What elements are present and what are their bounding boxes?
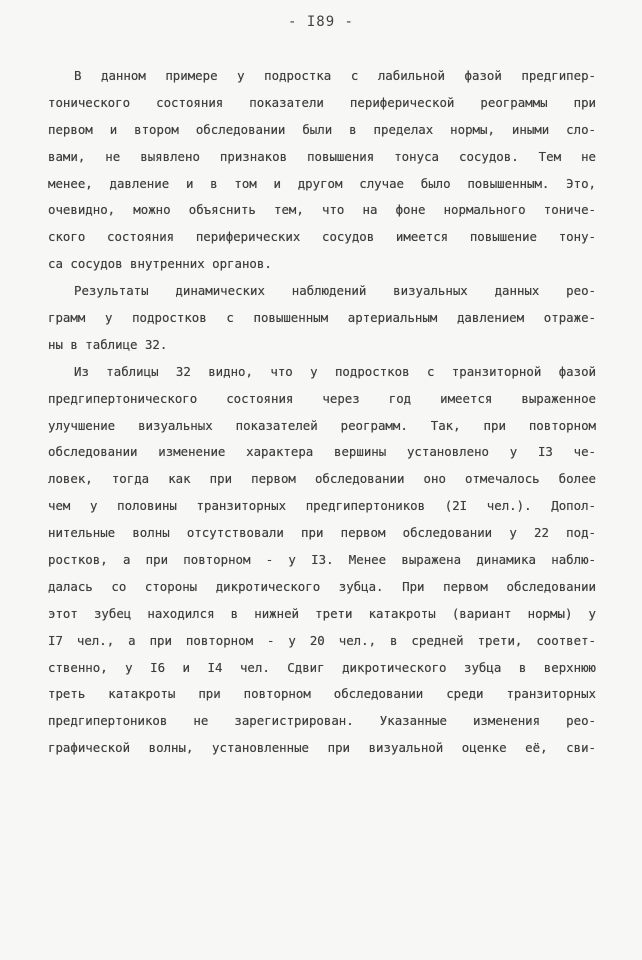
body-text [48, 63, 596, 762]
text-line: предгипертоников не зарегистрирован. Указанные изменения рео- [48, 713, 596, 729]
text-line: далась со стороны дикротического зубца. При первом обследовании [48, 578, 596, 594]
text-line: ского состояния периферических сосудов имеется повышение тону- [48, 229, 596, 245]
text-line: нительные волны отсутствовали при первом обследовании у 22 под- [48, 525, 596, 541]
text-line: чем у половины транзиторных предгипертоников (2I чел.). Допол- [48, 498, 596, 514]
text-line: менее, давление и в том и другом случае было повышенным. Это, [48, 175, 596, 191]
text-line: ны в таблице 32. [48, 336, 168, 352]
text-line: вами, не выявлено признаков повышения тонуса сосудов. Тем не [48, 148, 596, 164]
text-line: Результаты динамических наблюдений визуальных данных рео- [74, 283, 596, 299]
text-line: ростков, а при повторном - у I3. Менее выражена динамика наблю- [48, 552, 596, 568]
text-line: I7 чел., а при повторном - у 20 чел., в средней трети, соответ- [48, 632, 596, 648]
text-line: грамм у подростков с повышенным артериальным давлением отраже- [48, 310, 596, 326]
text-line: графической волны, установленные при визуальной оценке её, сви- [48, 740, 596, 756]
text-line: предгипертонического состояния через год имеется выраженное [48, 390, 596, 406]
text-line: Из таблицы 32 видно, что у подростков с транзиторной фазой [74, 363, 596, 379]
text-line: очевидно, можно объяснить тем, что на фоне нормального тониче- [48, 202, 596, 218]
text-line: обследовании изменение характера вершины установлено у I3 че- [48, 444, 596, 460]
text-line: этот зубец находился в нижней трети катакроты (вариант нормы) у [48, 605, 596, 621]
text-line: ственно, у I6 и I4 чел. Сдвиг дикротического зубца в верхнюю [48, 659, 596, 675]
text-line: са сосудов внутренних органов. [48, 256, 272, 272]
text-line: треть катакроты при повторном обследовании среди транзиторных [48, 686, 596, 702]
text-line: В данном примере у подростка с лабильной фазой предгипер- [74, 68, 596, 83]
text-line: улучшение визуальных показателей реограмм. Так, при повторном [48, 417, 596, 433]
text-line: первом и втором обследовании были в пределах нормы, иными сло- [48, 121, 596, 137]
page-number: - I89 - [287, 14, 354, 30]
text-line: тонического состояния показатели периферической реограммы при [48, 94, 596, 110]
text-line: ловек, тогда как при первом обследовании оно отмечалось более [48, 471, 596, 487]
